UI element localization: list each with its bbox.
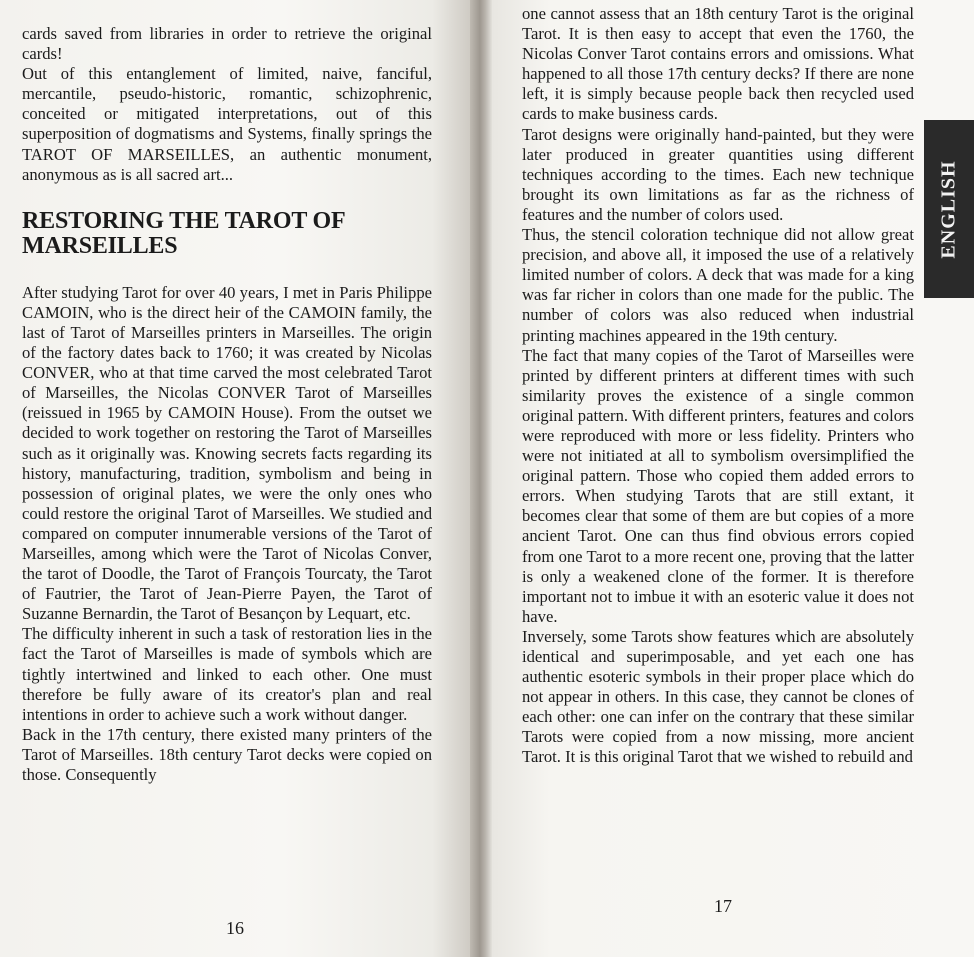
paragraph: After studying Tarot for over 40 years, I met in Paris Philippe CAMOIN, who is the direct heir of the CAMOIN family, the last of Tarot of Marseilles printers in Marseilles. The origin of the factory dates back to 1760; it was created by Nicolas CONVER, who at that time carved the most celebrated Tarot of Marseilles, the Nicolas CONVER Tarot of Marseilles (reissued in 1965 by CAMOIN House). From the outset we decided to work together on restoring the Tarot of Marseilles such as it originally was. Knowing secrets facts regarding its history, manufacturing, tradition, symbolism and being in possession of original plates, we were the only ones who could restore the original Tarot of Marseilles. We studied and compared on computer innumerable versions of the Tarot of Marseilles, among which were the Tarot of Nicolas Conver, the tarot of Doodle, the Tarot of François Tourcaty, the Tarot of Fautrier, the Tarot of Jean-Pierre Payen, the Tarot of Suzanne Bernardin, the Tarot of Besançon by Lequart, etc.: [22, 282, 432, 624]
paragraph: Tarot designs were originally hand-painted, but they were later produced in greater quantities using different techniques according to the times. Each new technique brought its own limitations as far as the richness of features and the number of colors used.: [522, 124, 914, 224]
language-tab: [924, 120, 974, 298]
paragraph: Inversely, some Tarots show features which are absolutely identical and superimposable, and yet each one has authentic esoteric symbols in their proper place which do not appear in others. In this case, they cannot be clones of each other: one can infer on the contrary that these similar Tarots were copied from a now missing, more ancient Tarot. It is this original Tarot that we wished to rebuild and: [522, 626, 914, 767]
language-tab-label: ENGLISH: [937, 159, 960, 259]
page-number: 16: [226, 918, 244, 938]
paragraph: Out of this entanglement of limited, naive, fanciful, mercantile, pseudo-historic, romantic, schizophrenic, conceited or mitigated interpretations, out of this superposition of dogmatisms and Systems, finally springs the TAROT OF MARSEILLES, an authentic monument, anonymous as is all sacred art...: [22, 64, 432, 184]
section-heading: RESTORING THE TAROT OF MARSEILLES: [22, 207, 345, 259]
right-page: [492, 0, 974, 957]
right-page-text: [522, 4, 914, 768]
left-page-text: [22, 24, 432, 785]
paragraph: The fact that many copies of the Tarot of Marseilles were printed by different printers at different times with such similarity proves the existence of a single common original pattern. With different printers, features and colors were reproduced with more or less fidelity. Printers who were not initiated at all to symbolism oversimplified the original pattern. Those who copied them added errors to errors. When studying Tarots that are still extant, it becomes clear that some of them are but copies of a more ancient Tarot. One can thus find obvious errors copied from one Tarot to a more recent one, proving that the latter is only a weakened clone of the former. It is therefore important not to imbue it with an esoteric value it does not have.: [522, 345, 914, 626]
paragraph: one cannot assess that an 18th century Tarot is the original Tarot. It is then easy to accept that even the 1760, the Nicolas Conver Tarot contains errors and omissions. What happened to all those 17th century decks? If there are none left, it is simply because people back then recycled used cards to make business cards.: [522, 4, 914, 124]
paragraph: Back in the 17th century, there existed many printers of the Tarot of Marseilles. 18th century Tarot decks were copied on those. Consequently: [22, 724, 432, 784]
book-gutter: [470, 0, 492, 957]
paragraph: Thus, the stencil coloration technique did not allow great precision, and above all, it imposed the use of a relatively limited number of colors. A deck that was made for a king was far richer in colors than one made for the public. The number of colors was also reduced when industrial printing machines appeared in the 19th century.: [522, 225, 914, 345]
page-number: 17: [714, 896, 732, 916]
left-page: [0, 0, 470, 957]
paragraph: The difficulty inherent in such a task of restoration lies in the fact the Tarot of Marseilles is made of symbols which are tightly intertwined and linked to each other. One must therefore be fully aware of its creator's plan and real intentions in order to achieve such a work without danger.: [22, 624, 432, 724]
paragraph: cards saved from libraries in order to retrieve the original cards!: [22, 24, 432, 64]
